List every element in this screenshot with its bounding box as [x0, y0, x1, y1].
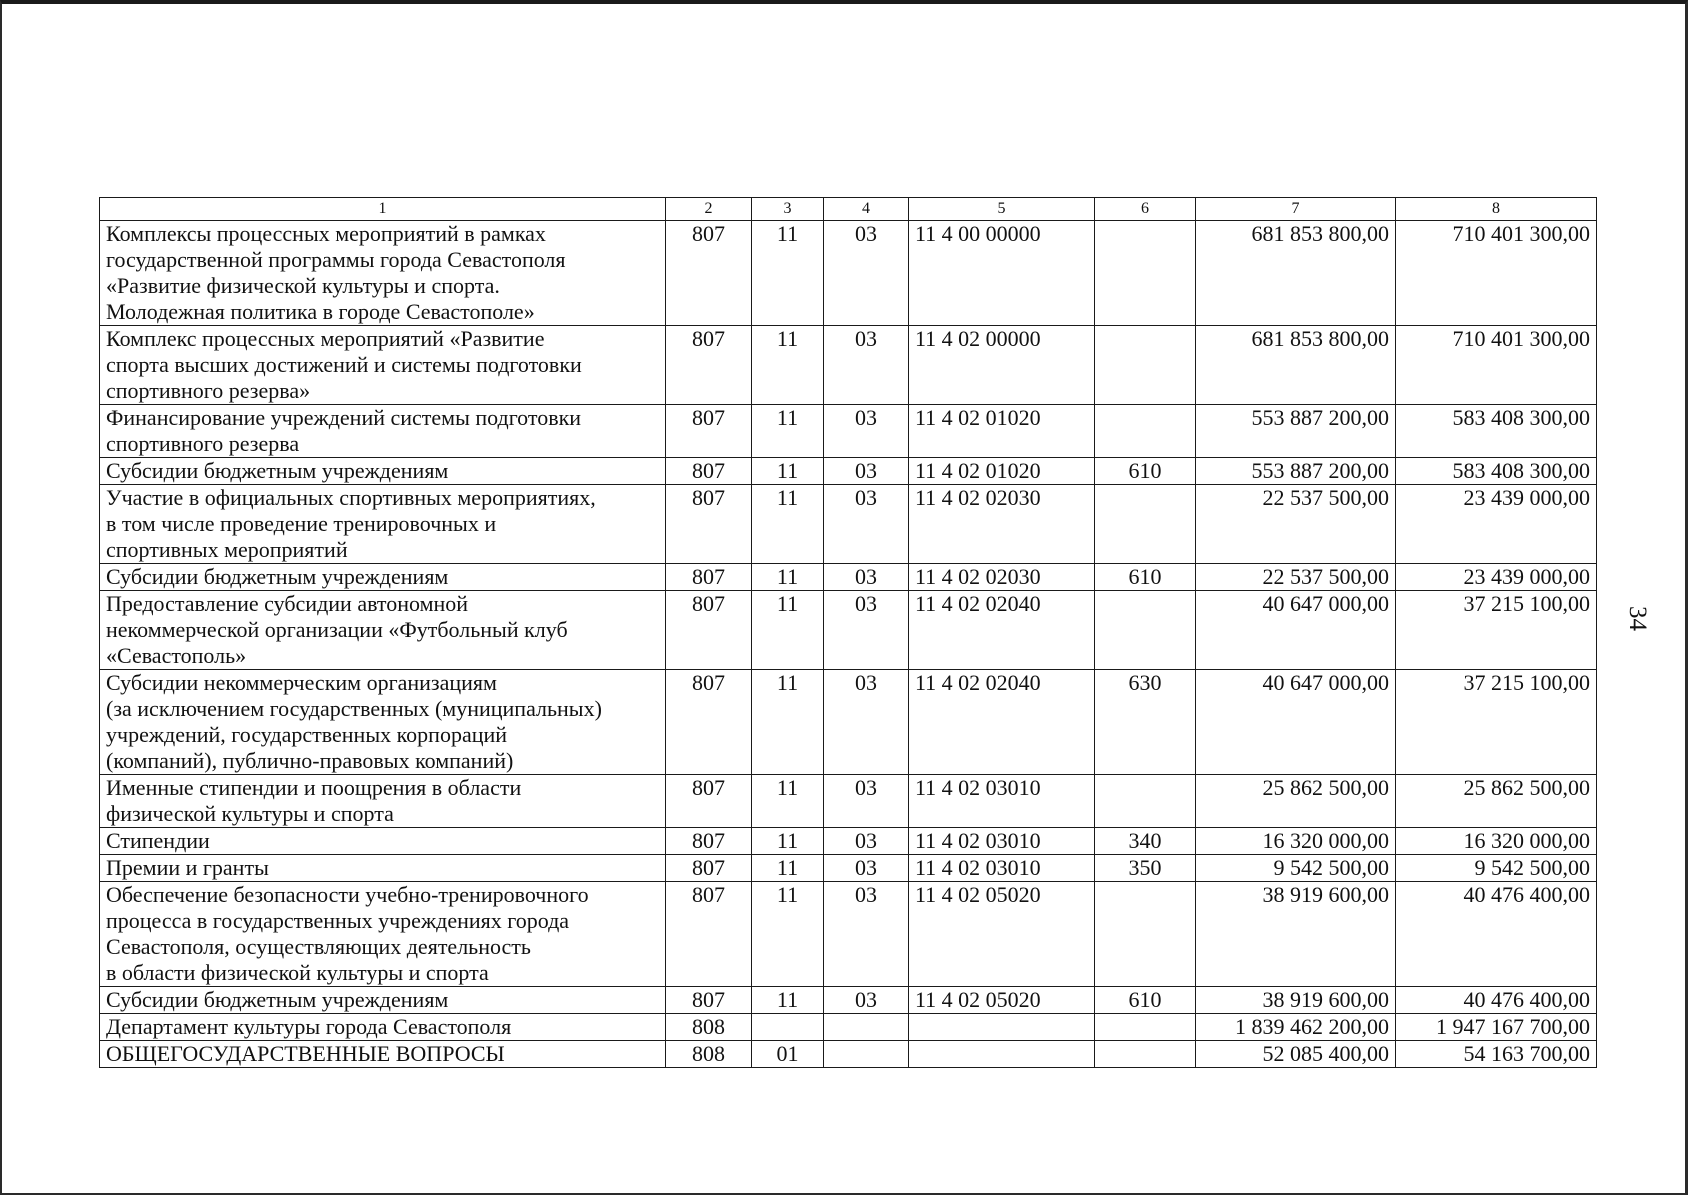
row-section: 11 — [752, 221, 824, 326]
row-section: 01 — [752, 1041, 824, 1068]
row-subsection: 03 — [824, 458, 909, 485]
row-amount-col7: 40 647 000,00 — [1196, 591, 1396, 670]
row-expense-type: 630 — [1095, 670, 1196, 775]
row-subsection: 03 — [824, 882, 909, 987]
row-name: Комплексы процессных мероприятий в рамках государственной программы города Севастополя «Развитие физической культуры и спорта. Молодежная политика в городе Севастополе» — [100, 221, 666, 326]
row-section: 11 — [752, 405, 824, 458]
row-amount-col8: 1 947 167 700,00 — [1396, 1014, 1597, 1041]
table-row — [100, 1041, 1597, 1068]
row-target-article: 11 4 02 00000 — [909, 326, 1095, 405]
row-expense-type — [1095, 485, 1196, 564]
row-subsection: 03 — [824, 591, 909, 670]
row-amount-col8: 16 320 000,00 — [1396, 828, 1597, 855]
row-target-article: 11 4 02 02030 — [909, 485, 1095, 564]
header-cell-7: 7 — [1196, 198, 1396, 221]
row-target-article: 11 4 02 02030 — [909, 564, 1095, 591]
row-expense-type — [1095, 326, 1196, 405]
header-cell-6: 6 — [1095, 198, 1196, 221]
row-name: Департамент культуры города Севастополя — [100, 1014, 666, 1041]
table-row — [100, 987, 1597, 1014]
table-body — [100, 221, 1597, 1068]
row-amount-col7: 52 085 400,00 — [1196, 1041, 1396, 1068]
row-ministry-code: 807 — [666, 670, 752, 775]
row-ministry-code: 808 — [666, 1041, 752, 1068]
row-section: 11 — [752, 564, 824, 591]
row-section — [752, 1014, 824, 1041]
row-amount-col8: 710 401 300,00 — [1396, 326, 1597, 405]
row-amount-col7: 1 839 462 200,00 — [1196, 1014, 1396, 1041]
table-row — [100, 221, 1597, 326]
row-expense-type: 610 — [1095, 564, 1196, 591]
row-amount-col7: 22 537 500,00 — [1196, 485, 1396, 564]
row-subsection: 03 — [824, 485, 909, 564]
row-amount-col7: 681 853 800,00 — [1196, 326, 1396, 405]
row-amount-col8: 583 408 300,00 — [1396, 458, 1597, 485]
row-amount-col7: 9 542 500,00 — [1196, 855, 1396, 882]
row-amount-col8: 40 476 400,00 — [1396, 987, 1597, 1014]
row-section: 11 — [752, 485, 824, 564]
row-section: 11 — [752, 855, 824, 882]
row-expense-type — [1095, 591, 1196, 670]
row-name: Субсидии бюджетным учреждениям — [100, 458, 666, 485]
row-amount-col7: 553 887 200,00 — [1196, 405, 1396, 458]
row-subsection — [824, 1041, 909, 1068]
row-section: 11 — [752, 882, 824, 987]
row-name: Субсидии некоммерческим организациям (за исключением государственных (муниципальных) учреждений, государственных корпораций (компаний), публично-правовых компаний) — [100, 670, 666, 775]
row-amount-col8: 37 215 100,00 — [1396, 591, 1597, 670]
header-cell-1: 1 — [100, 198, 666, 221]
table-row — [100, 855, 1597, 882]
row-section: 11 — [752, 591, 824, 670]
row-ministry-code: 807 — [666, 564, 752, 591]
row-expense-type — [1095, 1014, 1196, 1041]
row-target-article: 11 4 02 01020 — [909, 458, 1095, 485]
row-subsection: 03 — [824, 326, 909, 405]
row-subsection — [824, 1014, 909, 1041]
row-subsection: 03 — [824, 405, 909, 458]
table-row — [100, 326, 1597, 405]
row-target-article: 11 4 02 03010 — [909, 855, 1095, 882]
row-name: Финансирование учреждений системы подготовки спортивного резерва — [100, 405, 666, 458]
row-amount-col8: 710 401 300,00 — [1396, 221, 1597, 326]
row-target-article: 11 4 02 03010 — [909, 828, 1095, 855]
table-row — [100, 882, 1597, 987]
row-target-article: 11 4 02 05020 — [909, 987, 1095, 1014]
row-section: 11 — [752, 326, 824, 405]
row-ministry-code: 807 — [666, 591, 752, 670]
row-expense-type — [1095, 882, 1196, 987]
row-subsection: 03 — [824, 987, 909, 1014]
table-row — [100, 405, 1597, 458]
row-target-article: 11 4 02 05020 — [909, 882, 1095, 987]
row-amount-col7: 681 853 800,00 — [1196, 221, 1396, 326]
table-row — [100, 564, 1597, 591]
row-ministry-code: 807 — [666, 987, 752, 1014]
row-subsection: 03 — [824, 221, 909, 326]
row-ministry-code: 807 — [666, 882, 752, 987]
row-subsection: 03 — [824, 855, 909, 882]
row-amount-col7: 38 919 600,00 — [1196, 882, 1396, 987]
row-subsection: 03 — [824, 564, 909, 591]
header-cell-4: 4 — [824, 198, 909, 221]
row-section: 11 — [752, 987, 824, 1014]
row-expense-type: 340 — [1095, 828, 1196, 855]
row-subsection: 03 — [824, 670, 909, 775]
row-amount-col7: 553 887 200,00 — [1196, 458, 1396, 485]
row-target-article: 11 4 00 00000 — [909, 221, 1095, 326]
header-cell-8: 8 — [1396, 198, 1597, 221]
row-expense-type — [1095, 405, 1196, 458]
row-target-article: 11 4 02 02040 — [909, 670, 1095, 775]
row-amount-col8: 9 542 500,00 — [1396, 855, 1597, 882]
table-row — [100, 828, 1597, 855]
row-expense-type — [1095, 1041, 1196, 1068]
row-ministry-code: 807 — [666, 405, 752, 458]
table-row — [100, 775, 1597, 828]
table-row — [100, 670, 1597, 775]
row-subsection: 03 — [824, 828, 909, 855]
row-section: 11 — [752, 670, 824, 775]
row-amount-col8: 583 408 300,00 — [1396, 405, 1597, 458]
row-ministry-code: 807 — [666, 775, 752, 828]
table-header-row — [100, 198, 1597, 221]
row-name: Комплекс процессных мероприятий «Развитие спорта высших достижений и системы подготовки спортивного резерва» — [100, 326, 666, 405]
header-cell-2: 2 — [666, 198, 752, 221]
row-name: Стипендии — [100, 828, 666, 855]
row-name: Субсидии бюджетным учреждениям — [100, 987, 666, 1014]
table-row — [100, 1014, 1597, 1041]
row-amount-col7: 22 537 500,00 — [1196, 564, 1396, 591]
row-section: 11 — [752, 828, 824, 855]
page-number: 34 — [1624, 606, 1651, 631]
row-ministry-code: 807 — [666, 458, 752, 485]
row-name: Участие в официальных спортивных мероприятиях, в том числе проведение тренировочных и спортивных мероприятий — [100, 485, 666, 564]
row-section: 11 — [752, 775, 824, 828]
row-name: Предоставление субсидии автономной некоммерческой организации «Футбольный клуб «Севастополь» — [100, 591, 666, 670]
row-ministry-code: 807 — [666, 828, 752, 855]
row-amount-col8: 25 862 500,00 — [1396, 775, 1597, 828]
table-row — [100, 485, 1597, 564]
row-ministry-code: 807 — [666, 326, 752, 405]
row-target-article — [909, 1041, 1095, 1068]
table-row — [100, 458, 1597, 485]
row-target-article: 11 4 02 02040 — [909, 591, 1095, 670]
row-expense-type: 350 — [1095, 855, 1196, 882]
row-subsection: 03 — [824, 775, 909, 828]
row-expense-type: 610 — [1095, 458, 1196, 485]
row-expense-type — [1095, 775, 1196, 828]
row-amount-col7: 25 862 500,00 — [1196, 775, 1396, 828]
row-ministry-code: 807 — [666, 855, 752, 882]
row-target-article — [909, 1014, 1095, 1041]
row-amount-col8: 54 163 700,00 — [1396, 1041, 1597, 1068]
row-amount-col7: 38 919 600,00 — [1196, 987, 1396, 1014]
row-amount-col8: 23 439 000,00 — [1396, 485, 1597, 564]
row-ministry-code: 807 — [666, 485, 752, 564]
row-amount-col7: 16 320 000,00 — [1196, 828, 1396, 855]
row-name: Обеспечение безопасности учебно-тренировочного процесса в государственных учреждениях города Севастополя, осуществляющих деятельность в области физической культуры и спорта — [100, 882, 666, 987]
row-amount-col8: 23 439 000,00 — [1396, 564, 1597, 591]
row-amount-col7: 40 647 000,00 — [1196, 670, 1396, 775]
header-cell-3: 3 — [752, 198, 824, 221]
row-ministry-code: 807 — [666, 221, 752, 326]
row-target-article: 11 4 02 01020 — [909, 405, 1095, 458]
row-expense-type: 610 — [1095, 987, 1196, 1014]
row-ministry-code: 808 — [666, 1014, 752, 1041]
row-amount-col8: 40 476 400,00 — [1396, 882, 1597, 987]
row-target-article: 11 4 02 03010 — [909, 775, 1095, 828]
row-expense-type — [1095, 221, 1196, 326]
row-name: Субсидии бюджетным учреждениям — [100, 564, 666, 591]
row-name: Именные стипендии и поощрения в области физической культуры и спорта — [100, 775, 666, 828]
row-name: Премии и гранты — [100, 855, 666, 882]
row-section: 11 — [752, 458, 824, 485]
table-row — [100, 591, 1597, 670]
header-cell-5: 5 — [909, 198, 1095, 221]
row-amount-col8: 37 215 100,00 — [1396, 670, 1597, 775]
row-name: ОБЩЕГОСУДАРСТВЕННЫЕ ВОПРОСЫ — [100, 1041, 666, 1068]
budget-table — [99, 197, 1597, 1068]
